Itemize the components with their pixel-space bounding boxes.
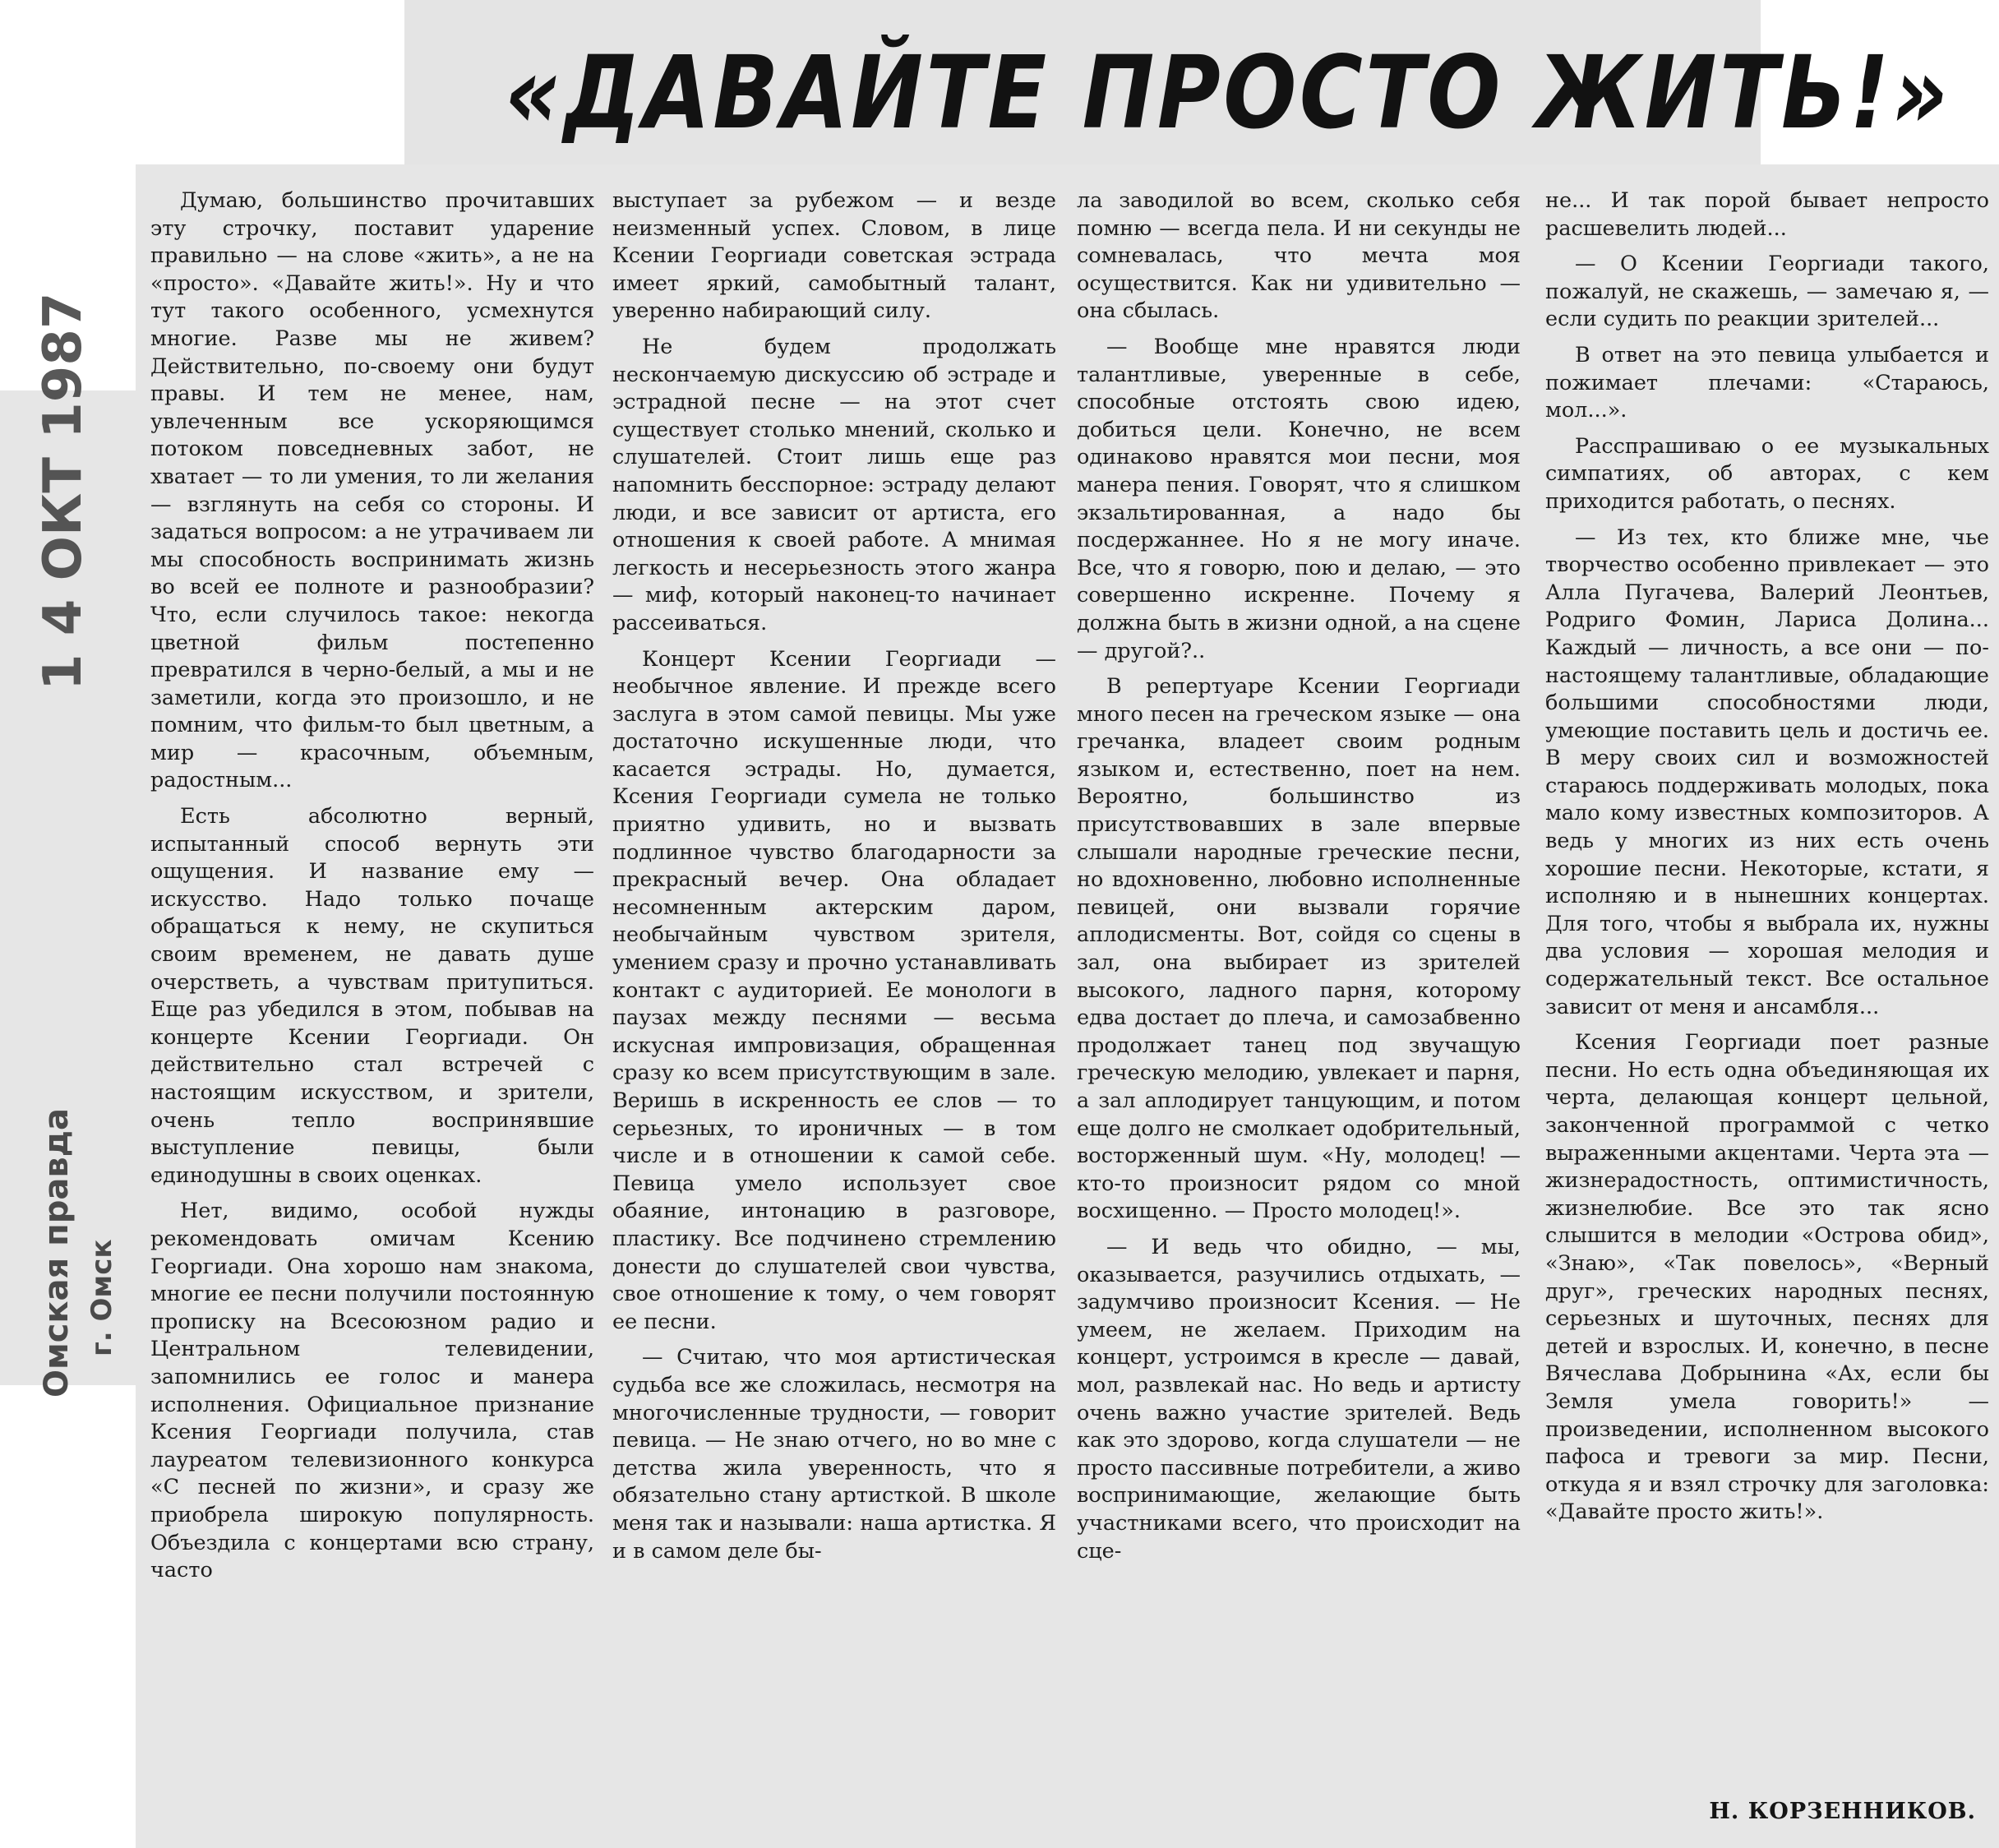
article-column-2 xyxy=(612,187,1056,1840)
paragraph: Ксения Георгиади поет разные песни. Но есть одна объединяющая их черта, делающая концерт цельной, законченной программой с четко выраженными акцентами. Черта эта — жизнерадостность, оптимистичность, жизнелюбие. Все это так ясно слышится в мелодии «Острова обид», «Знаю», «Так повелось», «Верный друг», греческих народных песнях, серьезных и шуточных, песнях для детей и взрослых. И, конечно, в песне Вячеслава Добрынина «Ах, если бы Земля умела говорить!» — произведении, исполненном высокого пафоса и тревоги за мир. Песни, откуда я и взял строчку для заголовка: «Давайте просто жить!». xyxy=(1545,1030,1989,1525)
paragraph: В репертуаре Ксении Георгиади много песен на греческом языке — она гречанка, владеет своим родным языком и, естественно, поет на нем. Вероятно, большинство из присутствовавших в зале впервые слышали народные греческие песни, но вдохновенно, любовно исполненные певицей, они вызвали горячие аплодисменты. Вот, сойдя со сцены в зал, она выбирает из зрителей высокого, ладного парня, которому едва достает до плеча, и самозабвенно продолжает танец под звучащую греческую мелодию, увлекает и парня, а зал аплодирует танцующим, и потом еще долго не смолкает одобрительный, восторженный шум. «Ну, молодец! — кто-то произносит рядом со мной восхищенно. — Просто молодец!». xyxy=(1077,674,1521,1224)
paragraph: — Из тех, кто ближе мне, чье творчество особенно привлекает — это Алла Пугачева, Валерий Леонтьев, Родриго Фомин, Лариса Долина... Каждый — личность, а все они — по-настоящему талантливые, обладающие большими способностями люди, умеющие поставить цель и достичь ее. В меру своих сил и возможностей стараюсь поддерживать молодых, пока мало кому известных композиторов. А ведь у многих из них есть очень хорошие песни. Некоторые, кстати, я исполняю и в нынешних концертах. Для того, чтобы я выбрала их, нужны два условия — хорошая мелодия и содержательный текст. Все остальное зависит от меня и ансамбля... xyxy=(1545,524,1989,1019)
paragraph: ла заводилой во всем, сколько себя помню — всегда пела. И ни секунды не сомневалась, что мечта моя осуществится. Как ни удивительно — она сбылась. xyxy=(1077,188,1521,324)
paragraph: выступает за рубежом — и везде неизменный успех. Словом, в лице Ксении Георгиади советская эстрада имеет яркий, самобытный талант, уверенно набирающий силу. xyxy=(612,188,1056,324)
paragraph: Нет, видимо, особой нужды рекомендовать омичам Ксению Георгиади. Она хорошо нам знакома, многие ее песни получили постоянную прописку на Всесоюзном радио и Центральном телевидении, запомнились ее голос и манера исполнения. Официальное признание Ксения Георгиади получила, став лауреатом телевизионного конкурса «С песней по жизни», и сразу же приобрела широкую популярность. Объездила с концертами всю страну, часто xyxy=(150,1199,594,1583)
author-signature: Н. КОРЗЕННИКОВ. xyxy=(1709,1799,1976,1824)
article-headline: «ДАВАЙТЕ ПРОСТО ЖИТЬ!» xyxy=(505,35,1951,151)
paragraph: не... И так порой бывает непросто расшевелить людей... xyxy=(1545,188,1989,241)
paragraph: Расспрашиваю о ее музыкальных симпатиях, об авторах, с кем приходится работать, о песнях. xyxy=(1545,433,1989,514)
article-column-3 xyxy=(1077,187,1521,1840)
paragraph: — О Ксении Георгиади такого, пожалуй, не скажешь, — замечаю я, — если судить по реакции зрителей... xyxy=(1545,252,1989,332)
source-newspaper: Омская правда xyxy=(38,1107,76,1398)
paragraph: Думаю, большинство прочитавших эту строчку, поставит ударение правильно — на слове «жить», а не на «просто». «Давайте жить!». Ну и что тут такого особенного, усмехнутся многие. Разве мы не живем? Действительно, по-своему они будут правы. И тем не менее, нам, увлеченным все ускоряющимся потоком повседневных забот, не хватает — то ли умения, то ли желания — взглянуть на себя со стороны. И задаться вопросом: а не утрачиваем ли мы способность воспринимать жизнь во всей ее полноте и разнообразии? Что, если случилось такое: некогда цветной фильм постепенно превратился в черно-белый, а мы и не заметили, когда это произошло, и не помним, что фильм-то был цветным, а мир — красочным, объемным, радостным... xyxy=(150,188,594,793)
paragraph: — И ведь что обидно, — мы, оказывается, разучились отдыхать, — задумчиво произносит Ксения. — Не умеем, не желаем. Приходим на концерт, устроимся в кресле — давай, мол, развлекай нас. Но ведь и артисту очень важно участие зрителей. Ведь как это здорово, когда слушатели — не просто пассивные потребители, а живо воспринимающие, желающие быть участниками всего, что происходит на сце- xyxy=(1077,1234,1521,1564)
paragraph: — Считаю, что моя артистическая судьба все же сложилась, несмотря на многочисленные трудности, — говорит певица. — Не знаю отчего, но во мне с детства жила уверенность, что я обязательно стану артисткой. В школе меня так и называли: наша артистка. Я и в самом деле бы- xyxy=(612,1345,1056,1564)
paragraph: — Вообще мне нравятся люди талантливые, уверенные в себе, способные отстоять свою идею, добиться цели. Конечно, не всем одинаково нравятся мои песни, моя манера пения. Говорят, что я слишком экзальтированная, а надо бы посдержаннее. Но я не могу иначе. Все, что я говорю, пою и делаю, — это совершенно искренне. Почему я должна быть в жизни одной, а на сцене — другой?.. xyxy=(1077,334,1521,663)
paragraph: Есть абсолютно верный, испытанный способ вернуть эти ощущения. И название ему — искусство. Надо только почаще обращаться к нему, не скупиться своим временем, не давать душе очерстветь, а чувствам притупиться. Еще раз убедился в этом, побывав на концерте Ксении Георгиади. Он действительно стал встречей с настоящим искусством, и зрители, очень тепло воспринявшие выступление певицы, были единодушны в своих оценках. xyxy=(150,804,594,1188)
source-city: г. Омск xyxy=(85,1239,118,1356)
date-stamp-text: 1 4 ОКТ 1987 xyxy=(33,292,94,691)
paragraph: Не будем продолжать нескончаемую дискуссию об эстраде и эстрадной песне — на этот счет существует столько мнений, сколько и слушателей. Стоит лишь еще раз напомнить бесспорное: эстраду делают люди, и все зависит от артиста, его отношения к своей работе. А мнимая легкость и несерьезность этого жанра — миф, который наконец-то начинает рассеиваться. xyxy=(612,334,1056,635)
paragraph: В ответ на это певица улыбается и пожимает плечами: «Стараюсь, мол...». xyxy=(1545,342,1989,423)
article-column-1 xyxy=(150,187,594,1840)
article-column-4 xyxy=(1545,187,1989,1840)
paragraph: Концерт Ксении Георгиади — необычное явление. И прежде всего заслуга в этом самой певицы. Мы уже достаточно искушенные люди, что касается эстрады. Но, думается, Ксения Георгиади сумела не только приятно удивить, но и вызвать подлинное чувство благодарности за прекрасный вечер. Она обладает несомненным актерским даром, необычайным чувством зрителя, умением сразу и прочно устанавливать контакт с аудиторией. Ее монологи в паузах между песнями — весьма искусная импровизация, обращенная сразу ко всем присутствующим в зале. Веришь в искренность ее слов — то серьезных, то ироничных — в том числе и в отношении к самой себе. Певица умело использует свое обаяние, интонацию в разговоре, пластику. Все подчинено стремлению донести до слушателей свои чувства, свое отношение к тому, о чем говорят ее песни. xyxy=(612,646,1056,1334)
